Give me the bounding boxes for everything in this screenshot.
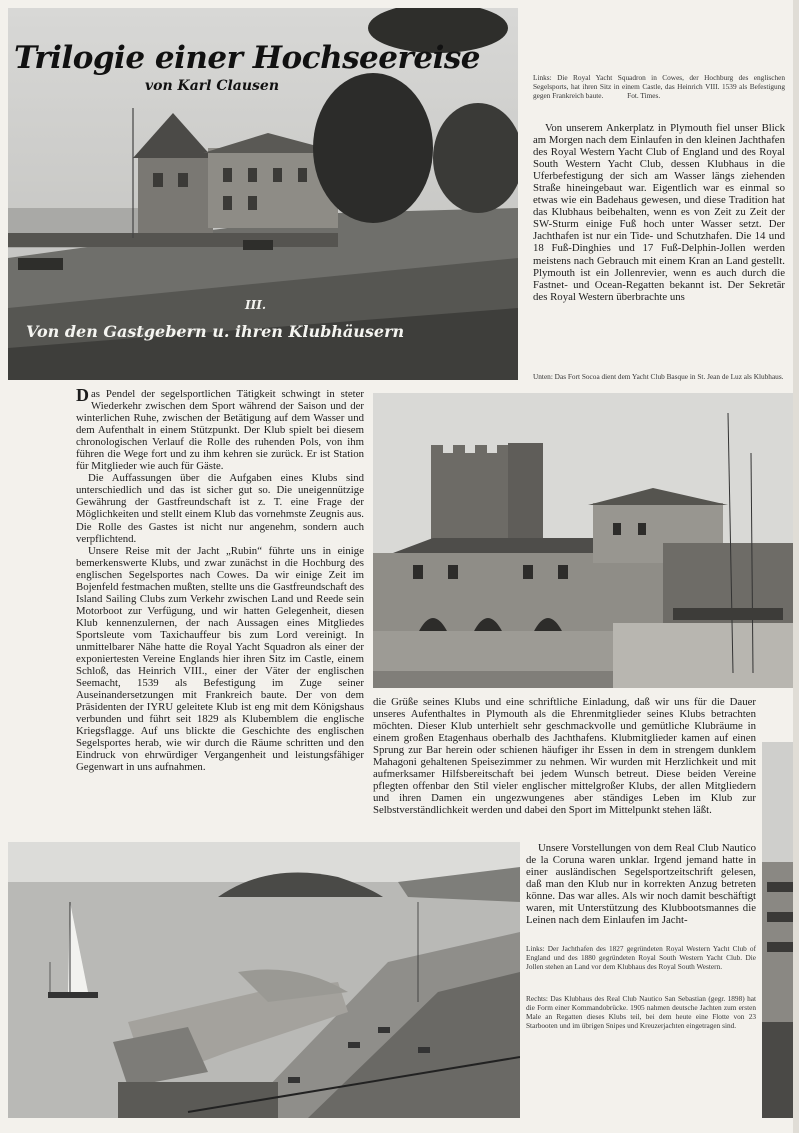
paragraph-reise-rubin: Unsere Reise mit der Jacht „Rubin“ führte uns in einige bemerkenswerte Klubs, und zwar zunächst in die Hochburg des englischen Segelsportes nach Cowes. Da wir einige Zeit im Bojenfeld festmachen mußten, stellte uns die Gastfreundschaft des Island Sailing Clubs zum Verkehr zwischen Land und Reede sein Motorboot zur Verfügung, und wir hatten Gelegenheit, diesen Klub kennenzulernen, der nach Aussagen eines Mitgliedes Sportsleute vom Taxichauffeur bis zum Lord vereinigt. In unmittelbarer Nähe hatte die Royal Yacht Squadron als einer der exponiertesten Vereine Englands hier ihren Sitz im Castle, einem Schloß, das Heinrich VIII., einer der Väter der englischen Seemacht, 1539 als Befestigung im Zuge seiner Auseinandersetzungen mit Frankreich baute. Der von dem Präsidenten der IYRU geleitete Klub ist eng mit dem Königshaus verbunden und führt seit 1829 als Klubemblem die englische Kriegsflagge. Auf uns blickte die Geschichte des englischen Segelsportes herab, wie wir durch die Räume schritten und den Eindruck von ehrwürdiger Vergangenheit und leistungsfähiger Gegenwart in uns aufnahmen. (76, 544, 364, 774)
text-middle-column (373, 696, 756, 816)
caption-fort-socoa: Unten: Das Fort Socoa dient dem Yacht Club Basque in St. Jean de Luz als Klubhaus. (533, 372, 784, 381)
caption-top-right-text: Links: Die Royal Yacht Squadron in Cowes, der Hochburg des englischen Segelsports, hat ihren Sitz in einem Castle, das Heinrich VIII. 1539 als Befestigung gegen Frankreich baute. (533, 73, 785, 100)
caption-top-right (533, 73, 785, 100)
caption-san-sebastian: Rechts: Das Klubhaus des Real Club Nautico San Sebastian (gegr. 1898) hat die Form einer Kommandobrücke. 1905 nahmen deutsche Jachten zum ersten Male an Regatten dieses Klubs teil, bei dem heute eine Flotte von 23 Starbooten und im übrigen Snipes und Kreuzerjachten eingetragen sind. (526, 994, 756, 1030)
photo-plymouth-harbour (8, 842, 520, 1118)
caption-top-right-credit: Fot. Times. (627, 91, 661, 100)
photo-fort-socoa (373, 393, 799, 688)
page-edge (793, 0, 799, 1133)
article-author: von Karl Clausen (145, 78, 280, 94)
article-title: Trilogie einer Hochseereise (14, 40, 481, 76)
paragraph-plymouth: Von unserem Ankerplatz in Plymouth fiel unser Blick am Morgen nach dem Einlaufen in den kleinen Jachthafen des Royal Western Yacht Club of England und des Royal South Western Yacht Club, dessen Klubhaus in die Uferbefestigung der sich am Wasser längs ziehenden Straße hineingebaut war. Eigentlich war es einmal so etwas wie ein Badehaus gewesen, und diese Tradition hat das Klubhaus beibehalten, wenn es von Zeit zu Zeit der SW-Sturm einige Fuß hoch unter Wasser setzt. Der Jachthafen ist nur ein Tide- und Schutzhafen. Die 14 und 18 Fuß-Dinghies und 17 Fuß-Delphin-Jollen werden meistens nach Gebrauch mit einem Kran an Land gestellt. Plymouth ist ein Jollenrevier, wenn es auch durch die Fastnet- und Ocean-Regatten bekannt ist. Der Sekretär des Royal Western überbrachte uns (533, 122, 785, 303)
text-middle-column-lower (526, 842, 756, 926)
paragraph-auffassungen: Die Auffassungen über die Aufgaben eines Klubs sind unterschiedlich und das ist sicher gut so. Die uneigennützige Gewährung der Gastfreundschaft ist z. T. eine Frage der Möglichkeiten und stellt einem Klub das vornehmste Zeugnis aus. Die Rolle des Gastes ist nicht nur angenehm, sondern auch verpflichtend. (76, 472, 364, 545)
caption-jachthafen: Links: Der Jachthafen des 1827 gegründeten Royal Western Yacht Club of England und des 1880 gegründeten Royal South Western Yacht Club. Die Jollen stehen an Land vor dem Klubhaus des Royal South Western. (526, 944, 756, 971)
paragraph-intro: Das Pendel der segelsportlichen Tätigkeit schwingt in steter Wiederkehr zwischen dem Sport während der Saison und der winterlichen Ruhe, zwischen der Betätigung auf dem Wasser und dem Aufenthalt in einem Stützpunkt. Der Klub spielt bei diesem chronologischen Verlauf die Rolle des ruhenden Pols, von ihm führen die Wege fort und zu ihm kehren sie zurück. Er ist Station für Mitglieder wie auch für Gäste. (76, 385, 364, 473)
paragraph-gruesse: die Grüße seines Klubs und eine schriftliche Einladung, daß wir uns für die Dauer unseres Aufenthaltes in Plymouth als die Ehrenmitglieder seines Klubs betrachten möchten. Dieser Klub unterhielt sehr geschmackvolle und gemütliche Klubräume in einem großen Etagenhaus oberhalb des Jachthafens. Klubmitglieder kamen auf einen Sprung zur Bar herein oder schienen häufiger ihr Essen in dem in strengem dunklem Mahagoni gehaltenen Speisezimmer zu nehmen. Wir wurden mit Herzlichkeit und mit aufmerksamer Hilfsbereitschaft bei jedem Wunsch betreut. Diese beiden Vereine pflegten offenbar den Stil vieler englischer mittelgroßer Klubs, der allen Mitgliedern und ihren Damen ein ungezwungenes aber ständiges Leben im Klub zur Selbstverständlichkeit werden und dabei den Sport im Mittelpunkt stehen läßt. (373, 696, 756, 817)
article-part-numeral: III. (245, 298, 267, 312)
text-right-column (533, 122, 785, 303)
article-subtitle: Von den Gastgebern u. ihren Klubhäusern (26, 322, 405, 341)
paragraph-coruna: Unsere Vorstellungen von dem Real Club Nautico de la Coruna waren unklar. Irgend jemand hatte in einer ausländischen Segelsportzeitschrift gelesen, daß man den Klub nur in korrekten Anzug betreten könne. Das war alles. Als wir noch damit beschäftigt waren, mit Unterstützung des Klubbootsmannes die Leinen nach dem Einlaufen im Jacht- (526, 842, 756, 927)
text-left-column (76, 385, 364, 774)
